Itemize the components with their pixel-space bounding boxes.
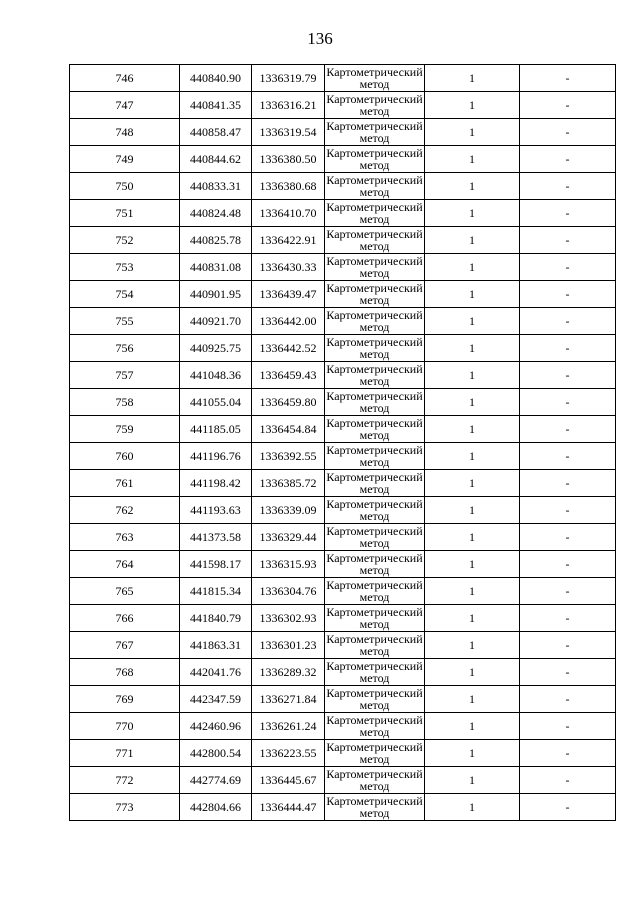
point-number-cell: 755 xyxy=(70,308,180,335)
point-number-cell: 762 xyxy=(70,497,180,524)
count-cell: 1 xyxy=(425,281,520,308)
count-cell: 1 xyxy=(425,794,520,821)
x-coordinate-cell: 441863.31 xyxy=(180,632,252,659)
count-cell: 1 xyxy=(425,767,520,794)
count-cell: 1 xyxy=(425,146,520,173)
method-line-1: Картометрический xyxy=(326,794,423,808)
method-line-2: метод xyxy=(359,617,390,631)
note-cell: - xyxy=(520,794,616,821)
y-coordinate-cell: 1336319.79 xyxy=(252,65,325,92)
table-row xyxy=(70,308,616,335)
note-cell: - xyxy=(520,605,616,632)
method-line-1: Картометрический xyxy=(326,686,423,700)
method-cell xyxy=(325,389,425,416)
method-line-2: метод xyxy=(359,644,390,658)
table-row xyxy=(70,335,616,362)
method-cell xyxy=(325,92,425,119)
x-coordinate-cell: 442800.54 xyxy=(180,740,252,767)
note-cell: - xyxy=(520,497,616,524)
x-coordinate-cell: 440841.35 xyxy=(180,92,252,119)
count-cell: 1 xyxy=(425,254,520,281)
note-cell: - xyxy=(520,659,616,686)
method-cell xyxy=(325,173,425,200)
page-number: 136 xyxy=(307,29,333,48)
method-cell xyxy=(325,578,425,605)
point-number-cell: 763 xyxy=(70,524,180,551)
method-line-2: метод xyxy=(359,239,390,253)
y-coordinate-cell: 1336442.52 xyxy=(252,335,325,362)
table-row xyxy=(70,92,616,119)
method-cell xyxy=(325,551,425,578)
method-line-1: Картометрический xyxy=(326,443,423,457)
method-line-1: Картометрический xyxy=(326,173,423,187)
note-cell: - xyxy=(520,308,616,335)
table-row xyxy=(70,65,616,92)
table-row xyxy=(70,740,616,767)
note-cell: - xyxy=(520,362,616,389)
x-coordinate-cell: 440840.90 xyxy=(180,65,252,92)
x-coordinate-cell: 441598.17 xyxy=(180,551,252,578)
point-number-cell: 752 xyxy=(70,227,180,254)
table-row xyxy=(70,551,616,578)
count-cell: 1 xyxy=(425,524,520,551)
note-cell: - xyxy=(520,551,616,578)
y-coordinate-cell: 1336380.68 xyxy=(252,173,325,200)
count-cell: 1 xyxy=(425,227,520,254)
count-cell: 1 xyxy=(425,551,520,578)
y-coordinate-cell: 1336301.23 xyxy=(252,632,325,659)
table-row xyxy=(70,254,616,281)
x-coordinate-cell: 441196.76 xyxy=(180,443,252,470)
method-line-1: Картометрический xyxy=(326,497,423,511)
method-cell xyxy=(325,146,425,173)
method-cell xyxy=(325,659,425,686)
method-line-1: Картометрический xyxy=(326,767,423,781)
method-cell xyxy=(325,362,425,389)
count-cell: 1 xyxy=(425,443,520,470)
method-line-2: метод xyxy=(359,563,390,577)
y-coordinate-cell: 1336319.54 xyxy=(252,119,325,146)
method-line-1: Картометрический xyxy=(326,335,423,349)
x-coordinate-cell: 440921.70 xyxy=(180,308,252,335)
y-coordinate-cell: 1336329.44 xyxy=(252,524,325,551)
method-line-2: метод xyxy=(359,752,390,766)
point-number-cell: 766 xyxy=(70,605,180,632)
method-line-1: Картометрический xyxy=(326,65,423,79)
count-cell: 1 xyxy=(425,173,520,200)
table-row xyxy=(70,497,616,524)
point-number-cell: 764 xyxy=(70,551,180,578)
count-cell: 1 xyxy=(425,497,520,524)
table-row xyxy=(70,362,616,389)
method-cell xyxy=(325,767,425,794)
table-row xyxy=(70,578,616,605)
note-cell: - xyxy=(520,416,616,443)
note-cell: - xyxy=(520,227,616,254)
point-number-cell: 753 xyxy=(70,254,180,281)
note-cell: - xyxy=(520,713,616,740)
table-row xyxy=(70,389,616,416)
note-cell: - xyxy=(520,146,616,173)
count-cell: 1 xyxy=(425,389,520,416)
count-cell: 1 xyxy=(425,740,520,767)
method-line-1: Картометрический xyxy=(326,740,423,754)
method-line-2: метод xyxy=(359,536,390,550)
y-coordinate-cell: 1336454.84 xyxy=(252,416,325,443)
method-line-2: метод xyxy=(359,725,390,739)
x-coordinate-cell: 440925.75 xyxy=(180,335,252,362)
point-number-cell: 754 xyxy=(70,281,180,308)
x-coordinate-cell: 441198.42 xyxy=(180,470,252,497)
method-line-2: метод xyxy=(359,212,390,226)
note-cell: - xyxy=(520,470,616,497)
method-line-2: метод xyxy=(359,104,390,118)
y-coordinate-cell: 1336271.84 xyxy=(252,686,325,713)
method-cell xyxy=(325,470,425,497)
method-cell xyxy=(325,254,425,281)
method-line-2: метод xyxy=(359,590,390,604)
note-cell: - xyxy=(520,281,616,308)
point-number-cell: 770 xyxy=(70,713,180,740)
point-number-cell: 749 xyxy=(70,146,180,173)
note-cell: - xyxy=(520,686,616,713)
x-coordinate-cell: 440824.48 xyxy=(180,200,252,227)
x-coordinate-cell: 442460.96 xyxy=(180,713,252,740)
note-cell: - xyxy=(520,254,616,281)
y-coordinate-cell: 1336392.55 xyxy=(252,443,325,470)
note-cell: - xyxy=(520,524,616,551)
method-line-2: метод xyxy=(359,320,390,334)
x-coordinate-cell: 442041.76 xyxy=(180,659,252,686)
point-number-cell: 769 xyxy=(70,686,180,713)
method-cell xyxy=(325,65,425,92)
x-coordinate-cell: 441193.63 xyxy=(180,497,252,524)
point-number-cell: 746 xyxy=(70,65,180,92)
method-line-1: Картометрический xyxy=(326,578,423,592)
method-line-2: метод xyxy=(359,401,390,415)
point-number-cell: 768 xyxy=(70,659,180,686)
note-cell: - xyxy=(520,578,616,605)
method-line-1: Картометрический xyxy=(326,362,423,376)
x-coordinate-cell: 440858.47 xyxy=(180,119,252,146)
method-line-2: метод xyxy=(359,428,390,442)
point-number-cell: 760 xyxy=(70,443,180,470)
note-cell: - xyxy=(520,335,616,362)
table-row xyxy=(70,146,616,173)
y-coordinate-cell: 1336302.93 xyxy=(252,605,325,632)
x-coordinate-cell: 441055.04 xyxy=(180,389,252,416)
note-cell: - xyxy=(520,632,616,659)
x-coordinate-cell: 440844.62 xyxy=(180,146,252,173)
coordinates-table xyxy=(69,64,616,821)
table-row xyxy=(70,443,616,470)
method-line-1: Картометрический xyxy=(326,200,423,214)
method-line-2: метод xyxy=(359,482,390,496)
table-row xyxy=(70,713,616,740)
count-cell: 1 xyxy=(425,713,520,740)
point-number-cell: 767 xyxy=(70,632,180,659)
note-cell: - xyxy=(520,173,616,200)
method-line-2: метод xyxy=(359,779,390,793)
x-coordinate-cell: 441840.79 xyxy=(180,605,252,632)
count-cell: 1 xyxy=(425,659,520,686)
method-cell xyxy=(325,497,425,524)
method-line-2: метод xyxy=(359,806,390,820)
count-cell: 1 xyxy=(425,92,520,119)
x-coordinate-cell: 440825.78 xyxy=(180,227,252,254)
y-coordinate-cell: 1336385.72 xyxy=(252,470,325,497)
method-line-1: Картометрический xyxy=(326,119,423,133)
method-line-1: Картометрический xyxy=(326,605,423,619)
y-coordinate-cell: 1336444.47 xyxy=(252,794,325,821)
method-cell xyxy=(325,119,425,146)
method-line-2: метод xyxy=(359,698,390,712)
point-number-cell: 772 xyxy=(70,767,180,794)
x-coordinate-cell: 440901.95 xyxy=(180,281,252,308)
method-line-1: Картометрический xyxy=(326,92,423,106)
y-coordinate-cell: 1336445.67 xyxy=(252,767,325,794)
method-line-2: метод xyxy=(359,671,390,685)
method-line-2: метод xyxy=(359,374,390,388)
y-coordinate-cell: 1336430.33 xyxy=(252,254,325,281)
method-line-2: метод xyxy=(359,347,390,361)
method-cell xyxy=(325,632,425,659)
count-cell: 1 xyxy=(425,200,520,227)
table-row xyxy=(70,470,616,497)
method-line-1: Картометрический xyxy=(326,146,423,160)
method-line-1: Картометрический xyxy=(326,551,423,565)
table-row xyxy=(70,119,616,146)
x-coordinate-cell: 440833.31 xyxy=(180,173,252,200)
method-line-1: Картометрический xyxy=(326,713,423,727)
method-line-1: Картометрический xyxy=(326,470,423,484)
table-row xyxy=(70,659,616,686)
note-cell: - xyxy=(520,65,616,92)
point-number-cell: 751 xyxy=(70,200,180,227)
x-coordinate-cell: 442804.66 xyxy=(180,794,252,821)
method-line-2: метод xyxy=(359,293,390,307)
method-cell xyxy=(325,443,425,470)
point-number-cell: 756 xyxy=(70,335,180,362)
point-number-cell: 750 xyxy=(70,173,180,200)
count-cell: 1 xyxy=(425,578,520,605)
note-cell: - xyxy=(520,200,616,227)
point-number-cell: 748 xyxy=(70,119,180,146)
method-line-2: метод xyxy=(359,158,390,172)
method-line-1: Картометрический xyxy=(326,524,423,538)
method-line-2: метод xyxy=(359,185,390,199)
y-coordinate-cell: 1336442.00 xyxy=(252,308,325,335)
table-row xyxy=(70,632,616,659)
count-cell: 1 xyxy=(425,362,520,389)
y-coordinate-cell: 1336339.09 xyxy=(252,497,325,524)
table-row xyxy=(70,686,616,713)
note-cell: - xyxy=(520,740,616,767)
y-coordinate-cell: 1336459.80 xyxy=(252,389,325,416)
y-coordinate-cell: 1336439.47 xyxy=(252,281,325,308)
table-row xyxy=(70,524,616,551)
note-cell: - xyxy=(520,389,616,416)
method-line-2: метод xyxy=(359,77,390,91)
point-number-cell: 761 xyxy=(70,470,180,497)
method-cell xyxy=(325,335,425,362)
table-body xyxy=(70,65,616,821)
y-coordinate-cell: 1336422.91 xyxy=(252,227,325,254)
count-cell: 1 xyxy=(425,65,520,92)
table-row xyxy=(70,227,616,254)
count-cell: 1 xyxy=(425,605,520,632)
point-number-cell: 757 xyxy=(70,362,180,389)
method-line-2: метод xyxy=(359,131,390,145)
x-coordinate-cell: 441815.34 xyxy=(180,578,252,605)
point-number-cell: 759 xyxy=(70,416,180,443)
method-cell xyxy=(325,605,425,632)
table-row xyxy=(70,794,616,821)
method-cell xyxy=(325,416,425,443)
method-line-2: метод xyxy=(359,455,390,469)
method-line-1: Картометрический xyxy=(326,389,423,403)
point-number-cell: 773 xyxy=(70,794,180,821)
method-cell xyxy=(325,281,425,308)
count-cell: 1 xyxy=(425,686,520,713)
point-number-cell: 758 xyxy=(70,389,180,416)
count-cell: 1 xyxy=(425,470,520,497)
table-row xyxy=(70,767,616,794)
note-cell: - xyxy=(520,767,616,794)
method-cell xyxy=(325,308,425,335)
y-coordinate-cell: 1336315.93 xyxy=(252,551,325,578)
count-cell: 1 xyxy=(425,119,520,146)
method-cell xyxy=(325,200,425,227)
table-row xyxy=(70,281,616,308)
x-coordinate-cell: 441048.36 xyxy=(180,362,252,389)
x-coordinate-cell: 442347.59 xyxy=(180,686,252,713)
y-coordinate-cell: 1336304.76 xyxy=(252,578,325,605)
method-line-1: Картометрический xyxy=(326,227,423,241)
x-coordinate-cell: 440831.08 xyxy=(180,254,252,281)
method-line-2: метод xyxy=(359,266,390,280)
point-number-cell: 771 xyxy=(70,740,180,767)
y-coordinate-cell: 1336223.55 xyxy=(252,740,325,767)
method-cell xyxy=(325,227,425,254)
method-line-1: Картометрический xyxy=(326,308,423,322)
x-coordinate-cell: 441185.05 xyxy=(180,416,252,443)
count-cell: 1 xyxy=(425,632,520,659)
note-cell: - xyxy=(520,119,616,146)
y-coordinate-cell: 1336410.70 xyxy=(252,200,325,227)
y-coordinate-cell: 1336289.32 xyxy=(252,659,325,686)
note-cell: - xyxy=(520,443,616,470)
table-row xyxy=(70,200,616,227)
y-coordinate-cell: 1336459.43 xyxy=(252,362,325,389)
count-cell: 1 xyxy=(425,335,520,362)
method-cell xyxy=(325,740,425,767)
method-cell xyxy=(325,524,425,551)
y-coordinate-cell: 1336316.21 xyxy=(252,92,325,119)
y-coordinate-cell: 1336261.24 xyxy=(252,713,325,740)
point-number-cell: 765 xyxy=(70,578,180,605)
note-cell: - xyxy=(520,92,616,119)
x-coordinate-cell: 442774.69 xyxy=(180,767,252,794)
method-line-1: Картометрический xyxy=(326,254,423,268)
method-line-1: Картометрический xyxy=(326,416,423,430)
method-cell xyxy=(325,794,425,821)
x-coordinate-cell: 441373.58 xyxy=(180,524,252,551)
method-cell xyxy=(325,713,425,740)
count-cell: 1 xyxy=(425,416,520,443)
point-number-cell: 747 xyxy=(70,92,180,119)
table-row xyxy=(70,416,616,443)
method-line-1: Картометрический xyxy=(326,281,423,295)
method-line-1: Картометрический xyxy=(326,632,423,646)
method-cell xyxy=(325,686,425,713)
method-line-2: метод xyxy=(359,509,390,523)
table-row xyxy=(70,605,616,632)
method-line-1: Картометрический xyxy=(326,659,423,673)
y-coordinate-cell: 1336380.50 xyxy=(252,146,325,173)
table-row xyxy=(70,173,616,200)
count-cell: 1 xyxy=(425,308,520,335)
